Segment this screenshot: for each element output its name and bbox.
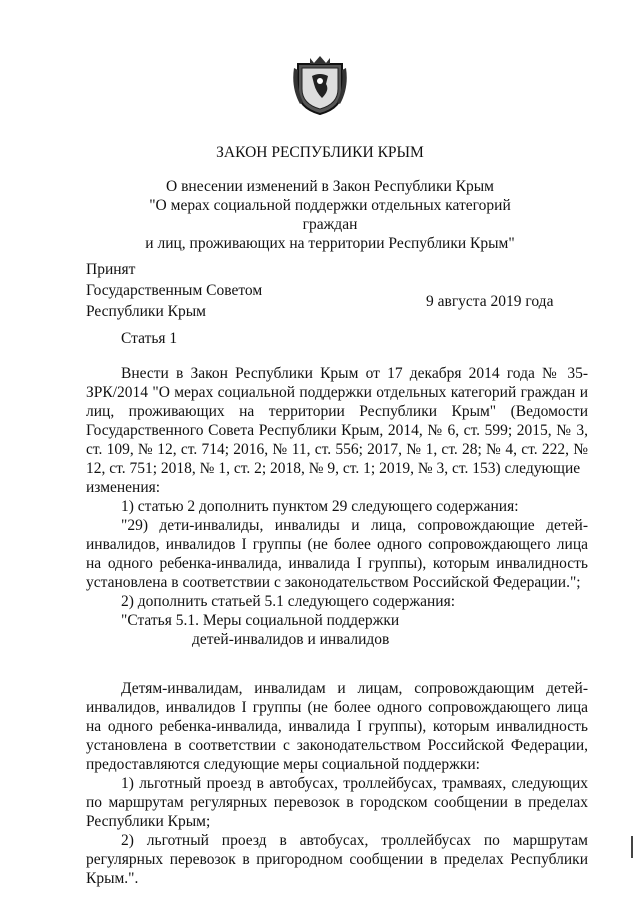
measure-2: 2) льготный проезд в автобусах, троллейбусах по маршрутам регулярных перевозок в пригородном сообщении в пределах Республики Крым.". (86, 832, 588, 887)
new-article-text: Детям-инвалидам, инвалидам и лицам, сопровождающим детей-инвалидов, инвалидов I группы (не более одного сопровождающего лица на одного ребенка-инвалида, инвалида I группы), которым инвалидность установлена в соответствии с законодательством Российской Федерации, предоставляются следующие меры социальной поддержки: (86, 680, 588, 773)
subtitle-line: и лиц, проживающих на территории Республики Крым" (145, 235, 515, 252)
amendment-item-1-text: "29) дети-инвалиды, инвалиды и лица, сопровождающие детей-инвалидов, инвалидов I группы (не более одного сопровождающего лица на одного ребенка-инвалида, инвалида I группы), которым инвалидность установлена в соответствии с законодательством Российской Федерации."; (86, 517, 588, 591)
law-subtitle (120, 177, 540, 253)
scan-edge-mark (631, 836, 633, 858)
article-intro-end: изменения: (86, 479, 161, 496)
adoption-line: Республики Крым (86, 303, 206, 320)
new-article-heading-line: детей-инвалидов и инвалидов (192, 631, 390, 648)
subtitle-line: О внесении изменений в Закон Республики Крым (166, 178, 494, 195)
adoption-block (86, 259, 262, 322)
amendment-item-2: 2) дополнить статьей 5.1 следующего содержания: (121, 593, 455, 610)
article-body (86, 364, 588, 888)
amendment-item-1: 1) статью 2 дополнить пунктом 29 следующего содержания: (121, 498, 519, 515)
law-title: ЗАКОН РЕСПУБЛИКИ КРЫМ (216, 144, 424, 161)
crimea-coat-of-arms-icon (292, 54, 348, 116)
article-title: Статья 1 (121, 330, 178, 347)
new-article-heading (86, 611, 588, 649)
measure-1: 1) льготный проезд в автобусах, троллейбусах, трамваях, следующих по маршрутам регулярных перевозок в городском сообщении в пределах Республики Крым; (86, 775, 588, 830)
subtitle-line: "О мерах социальной поддержки отдельных категорий граждан (149, 197, 511, 233)
adoption-date: 9 августа 2019 года (426, 293, 554, 310)
adoption-line: Государственным Советом (86, 282, 263, 299)
new-article-heading-line: "Статья 5.1. Меры социальной поддержки (121, 612, 400, 629)
article-intro: Внести в Закон Республики Крым от 17 декабря 2014 года № 35-ЗРК/2014 "О мерах социальной поддержки отдельных категорий граждан и лиц, проживающих на территории Республики Крым" (Ведомости Государственного Совета Республики Крым, 2014, № 6, ст. 599; 2015, № 3, ст. 109, № 12, ст. 714; 2016, № 11, ст. 556; 2017, № 1, ст. 28; № 4, ст. 222, № 12, ст. 751; 2018, № 1, ст. 2; 2018, № 9, ст. 1; 2019, № 3, ст. 153) следующие (86, 365, 588, 477)
adoption-line: Принят (86, 261, 136, 278)
